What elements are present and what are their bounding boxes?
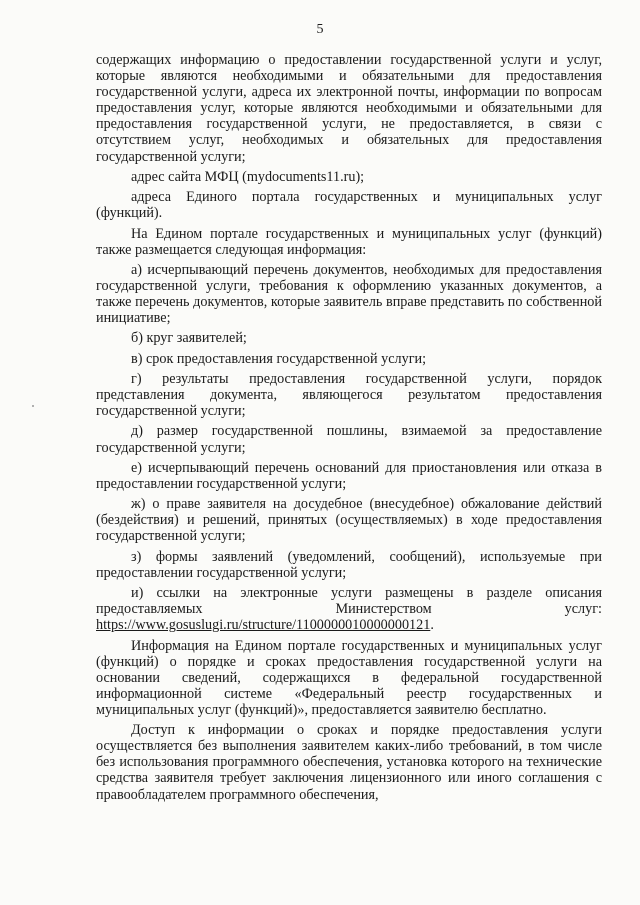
- list-item-v: в) срок предоставления государственной услуги;: [131, 350, 427, 367]
- list-item-d: д) размер государственной пошлины, взимаемой за предоставление государственной услуги;: [96, 423, 602, 456]
- list-item-a: а) исчерпывающий перечень документов, необходимых для предоставления государственной услуги, требования к оформлению указанных документов, а также перечень документов, которые заявитель вправе представить по собственной инициативе;: [96, 261, 602, 327]
- list-item-g: г) результаты предоставления государственной услуги, порядок представления документа, являющегося результатом предоставления государственной услуги;: [96, 371, 602, 420]
- list-item-e: е) исчерпывающий перечень оснований для приостановления или отказа в предоставлении государственной услуги;: [96, 459, 602, 492]
- list-item-i-text: и) ссылки на электронные услуги размещены в разделе описания предоставляемых Министерством услуг:: [96, 585, 602, 618]
- paragraph-mfc-site: адрес сайта МФЦ (mydocuments11.ru);: [131, 168, 365, 185]
- paragraph-access: Доступ к информации о сроках и порядке предоставления услуги осуществляется без выполнения заявителем каких-либо требований, в том числе без использования программного обеспечения, установка которого на технические средства заявителя требует заключения лицензионного или иного соглашения с правообладателем программного обеспечения,: [96, 722, 602, 803]
- body-text: [96, 52, 602, 807]
- list-item-z: з) формы заявлений (уведомлений, сообщений), используемые при предоставлении государственной услуги;: [96, 548, 602, 581]
- page-number: 5: [316, 22, 324, 37]
- list-item-zh: ж) о праве заявителя на досудебное (внесудебное) обжалование действий (бездействия) и решений, принятых (осуществляемых) в ходе предоставления государственной услуги;: [96, 496, 602, 545]
- list-item-i-end: .: [430, 617, 434, 634]
- gosuslugi-link[interactable]: https://www.gosuslugi.ru/structure/1100000010000000121: [96, 617, 431, 634]
- paragraph-portal-address: адреса Единого портала государственных и муниципальных услуг (функций).: [96, 189, 602, 222]
- list-item-i: [96, 585, 602, 633]
- list-item-b: б) круг заявителей;: [131, 330, 247, 347]
- scan-speck: [32, 405, 34, 407]
- paragraph-portal-info: На Едином портале государственных и муниципальных услуг (функций) также размещается следующая информация:: [96, 225, 602, 258]
- paragraph-registry: Информация на Едином портале государственных и муниципальных услуг (функций) о порядке и сроках предоставления государственной услуги на основании сведений, содержащихся в федеральной государственной информационной системе «Федеральный реестр государственных и муниципальных услуг (функций)», предоставляется заявителю бесплатно.: [96, 637, 602, 718]
- paragraph-continuation: содержащих информацию о предоставлении государственной услуги и услуг, которые являются необходимыми и обязательными для предоставления государственной услуги, адреса их электронной почты, информации по вопросам предоставления услуг, которые являются необходимыми и обязательными для предоставления государственной услуги, не предоставляется, в связи с отсутствием услуг, необходимых и обязательных для предоставления государственной услуги;: [96, 52, 602, 165]
